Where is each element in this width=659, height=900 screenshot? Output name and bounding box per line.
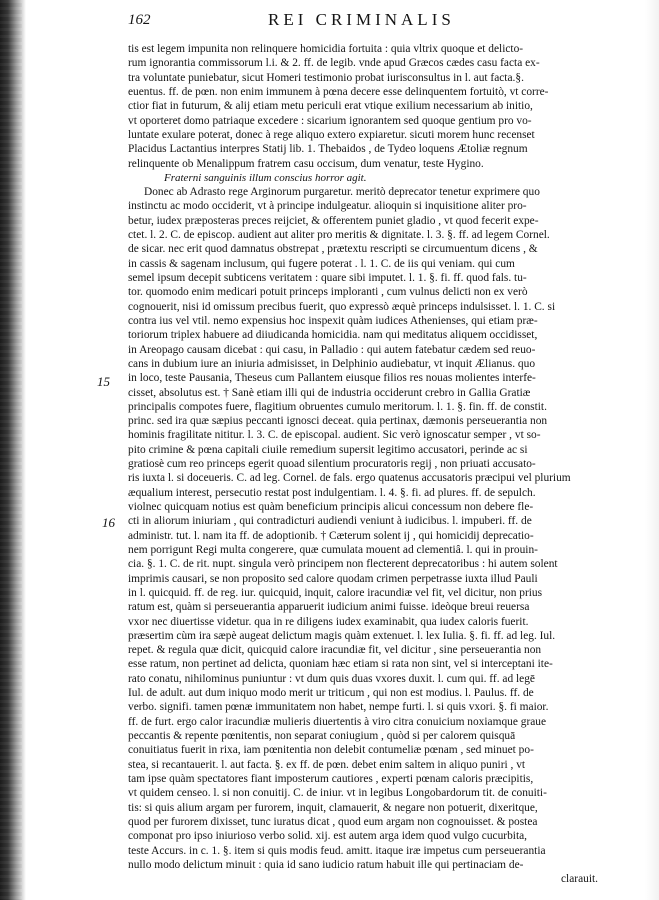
text-line: violnec quicquam notius est quàm beneficium principis alicui concessum non debere fle- [128, 501, 534, 513]
text-line: repet. & regula quæ dicit, quicquid calore iracundiæ fit, vel dicitur , sine perseuerantia non [128, 644, 542, 657]
text-line: euentus. ff. de pœn. non enim immunem à pœna decere esse delinquentem fortuitò, vt corre- [128, 85, 549, 98]
body-text [128, 42, 598, 886]
text-line: stea, si recantauerit. l. aut facta. §. ex ff. de pœn. debet enim saltem in aliquo puniri , vt [128, 758, 526, 771]
text-line: componat pro ipso iniurioso verbo solid. xij. est autem arga idem quod vulgo cucurbita, [128, 830, 528, 843]
text-line: nullo modo delictum minuit : quia id sano iudicio ratum habuit ille qui pertinaciam de- [128, 858, 524, 871]
text-line: semel ipsum decepit subticens veritatem : quare sibi imputet. l. 1. §. fi. ff. quod fals. tu- [128, 272, 527, 284]
text-line: rato conatu, nihilominus puniuntur : vt dum quis duas vxores duxit. l. cum qui. ff. ad legē [128, 672, 535, 685]
page-number: 162 [128, 12, 151, 28]
text-line: cans in dubium iure an iniuria admisisset, in Delphinio audiebatur, vt inquit Ælianus. quo [128, 357, 536, 370]
text-line: nem porrigunt Regi multa congerere, quæ cumulata mouent ad clementiâ. l. qui in prouin- [128, 543, 538, 556]
text-line: esse ratum, non pertinet ad delicta, quoniam hæc etiam si rata non sint, vel si interceptani ite- [128, 658, 553, 671]
text-line: in Areopago causam dicebat : qui casu, in Palladio : qui autem fatebatur cædem sed reuo- [128, 343, 536, 356]
text-line: in l. quicquid. ff. de reg. iur. quicquid, inquit, calore iracundiæ vel fit, vel dicitur, non prius [128, 586, 543, 599]
page-header [128, 10, 598, 30]
text-line: cia. §. 1. C. de rit. nupt. singula verò principem non flecterent deprecatoribus : hi autem solent [128, 558, 558, 571]
text-line: gratiosè cum reo princeps egerit quoad silentium procuratoris regij , non priuati accusato- [128, 458, 536, 471]
text-line: principalis compotes fuere, flagitium obruentes cumulo meritorum. l. 1. §. fin. ff. de constit. [128, 400, 547, 413]
text-line: in loco, teste Pausania, Theseus cum Pallantem eiusque filios res nouas molientes interfe- [128, 372, 536, 385]
text-line: instinctu ac modo occiderit, vt à principe indulgeatur. alioquin si inquisitione aliter pro- [128, 200, 527, 213]
text-line: administr. tut. l. nam ita ff. de adoptionib. † Cæterum solent ij , qui homicidij deprecatio- [128, 529, 534, 542]
text-line: ctet. l. 2. C. de episcop. audient aut aliter pro meritis & dignitate. l. 3. §. ff. ad legem Cornel. [128, 229, 550, 242]
text-line: de sicar. nec erit quod damnatus obstrepat , prætextu rescripti se circumuentum dicens , & [128, 243, 538, 256]
text-line: vt quidem censeo. l. si non conuitij. C. de iniur. vt in legibus Longobardorum tit. de conuiti- [128, 787, 547, 800]
text-line: ff. de furt. ergo calor iracundiæ mulieris diuertentis à viro citra conuicium noxiamque graue [128, 715, 547, 728]
text-line: æqualium interest, persecutio restat post indulgentiam. l. 4. §. fi. ad plures. ff. de sepulch. [128, 486, 536, 499]
text-line: luntate exulare poterat, donec à rege aliquo extero expiaretur. sicuti morem hunc recenset [128, 128, 535, 141]
text-line: Donec ab Adrasto rege Arginorum purgaretur. meritò deprecator tenetur exprimere quo [144, 186, 540, 199]
text-line: clarauit. [561, 873, 598, 886]
text-line: ris iuxta l. si doceueris. C. ad leg. Cornel. de fals. ergo quatenus accusatoris præcipui vel plurium [128, 472, 571, 485]
text-line: Placidus Lactantius interpres Statij lib. 1. Thebaidos , de Tydeo loquens Ætoliæ regnum [128, 143, 528, 156]
text-line: conuitiatus fuerit in rixa, iam pœnitentia non delebit contumeliæ pœnam , sed minuet po- [128, 744, 534, 757]
text-line: tor. quomodo enim medicari potuit princeps imploranti , cum vulnus delicti non ex verò [128, 286, 528, 299]
text-line: cti in aliorum iniuriam , qui contradicturi audiendi veniunt à iudicibus. l. impuberi. ff. de [128, 515, 532, 528]
text-line: vt oporteret domo patriaque excedere : sicarium ignorantem sed quoque gentium pro vo- [128, 114, 532, 127]
text-line: rum ignorantia commissorum l.i. & 2. ff. de legib. vnde apud Græcos cædes casu facta ex- [128, 57, 540, 70]
text-line: cisset, absolutus est. † Sanè etiam illi qui de industria occiderunt crebro in Gallia Gratiæ [128, 386, 531, 399]
text-line: imprimis causari, se non proposito sed calore quodam crimen perpetrasse iuxta illud Pauli [128, 572, 538, 585]
text-line: tis: si quis alium argam per furorem, inquit, clamauerit, & negare non potuerit, dixeritque, [128, 801, 538, 814]
text-line: tra voluntate puniebatur, sicut Homeri testimonio probat iurisconsultus in l. aut facta.§. [128, 71, 524, 84]
text-line: teste Accurs. in c. 1. §. item si quis modis feud. amitt. itaque iræ impetus cum perseuerantia [128, 844, 546, 857]
text-line: peccantis & repente pœnitentis, non separat coniugium , quòd si per calorem quisquā [128, 730, 516, 742]
text-line: princ. sed ira quæ sæpius peccanti ignosci deceat. quia pertinax, dæmonis perseuerantia non [128, 415, 548, 428]
margin-note: 15 [97, 374, 110, 389]
text-line: cognouerit, nisi id omissum precibus fuerit, quo expressò æquè princeps indulsisset. l. 1. C. si [128, 300, 556, 313]
text-line: tam ipse quàm spectatores fiant imposterum cautiores , experti pœnam caloris præcipitis, [128, 772, 534, 785]
text-line: verbo. signifi. tamen pœnæ immunitatem non habet, nempe furti. l. si quis vxori. §. fi maior. [128, 701, 549, 714]
text-line: tis est legem impunita non relinquere homicidia fortuita : quia vltrix quoque et delicto- [128, 43, 524, 55]
running-head: REI CRIMINALIS [268, 10, 455, 29]
text-line: toriorum triplex habuere ad diiudicanda homicidia. nam qui meditatus aliquem occidisset, [128, 329, 538, 342]
margin-note: 16 [102, 515, 115, 530]
text-line: contra ius vel vtil. nemo expensius hoc inspexit quàm iudices Athenienses, qui etiam præ- [128, 314, 538, 327]
text-line: Iul. de adult. aut dum iniquo modo merit ur triticum , qui non est modius. l. Paulus. ff. de [128, 687, 534, 700]
page-edge [645, 0, 659, 900]
text-line: in cassis & sagenam inclusum, qui fugere poterat . l. 1. C. de iis qui veniam. qui cum [128, 257, 515, 270]
text-line: ctior fiat in futurum, & alij etiam metu periculi erat vtique exilium necessarium ab initio, [128, 100, 533, 113]
verse-quote: Fraterni sanguinis illum conscius horror agit. [164, 171, 367, 184]
text-line: quod per furorem dixisset, tunc iuratus dicat , quod eum argam non cognouisset. & postea [128, 815, 538, 828]
text-line: pito crimine & pœna capitali ciuile remedium supersit legitimo accusatori, perinde ac si [128, 443, 528, 456]
text-line: præsertim cùm ira sæpè augeat delictum magis quàm extenuet. l. lex Iulia. §. fi. ff. ad leg. Iul. [128, 629, 556, 642]
text-line: hominis fragilitate nititur. l. 3. C. de episcopal. audient. Sic verò ignoscatur semper , vt so- [128, 429, 541, 442]
text-line: vxor nec diuertisse videtur. qua in re diligens iudex examinabit, qua iudex caloris fuerit. [128, 615, 529, 628]
text-line: ratum est, quàm si perseuerantia apparuerit iudicium animi fuisse. ideòque breui reuersa [128, 601, 530, 614]
text-line: relinquente ob Menalippum fratrem casu occisum, dum venatur, teste Hygino. [128, 157, 484, 170]
text-line: betur, iudex præposteras preces reijciet, & offerentem puniet gladio , vt quod fecerit expe- [128, 214, 539, 227]
